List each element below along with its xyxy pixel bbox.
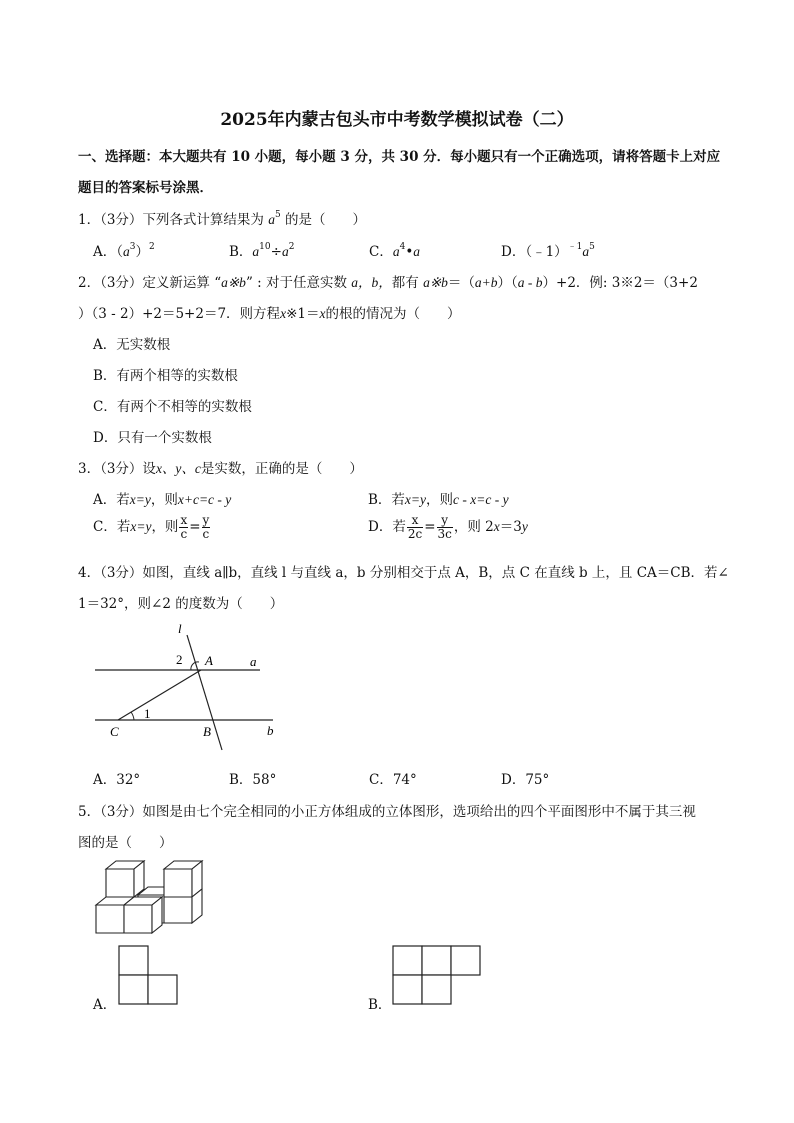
question-1-stem: 1．（3分）下列各式计算结果为 $a^5$ 的是（ ） (78, 210, 367, 228)
label-l: l (178, 621, 182, 636)
question-1-option-a: A．$(a^3)^2$ (93, 242, 155, 260)
question-5-option-b-label: B． (368, 997, 392, 1013)
question-score: （3分） (100, 212, 143, 228)
question-4-figure (85, 615, 285, 755)
question-5-cube-figure (90, 855, 220, 940)
label-point-c: C (110, 724, 119, 739)
label-b: b (267, 723, 274, 738)
question-1-option-d: D．$(﹣1)^{﹣1}a^5$ (501, 242, 595, 260)
angle-1-arc (131, 712, 134, 720)
question-2-option-d: D．只有一个实数根 (93, 430, 212, 446)
question-3-option-a: A．若x=y，则x+c=c - y (93, 492, 232, 508)
question-number: 1． (78, 212, 101, 228)
question-3-option-b: B．若x=y，则c - x=c - y (368, 492, 509, 508)
question-3-stem: 3．（3分）设x、y、c是实数，正确的是（ ） (78, 461, 363, 477)
question-5-stem-line1: 5．（3分）如图是由七个完全相同的小正方体组成的立体图形，选项给出的四个平面图形中不属于其三视 (78, 804, 696, 820)
segment-ca (118, 670, 201, 720)
question-2-option-a: A．无实数根 (93, 337, 171, 353)
section-instructions-line2: 题目的答案标号涂黑． (78, 180, 213, 196)
question-5-stem-line2: 图的是（ ） (78, 835, 173, 851)
question-2-stem-line1: 2．（3分）定义新运算 “a※b” : 对于任意实数 a，b，都有 a※b＝（a+b）（a - b）+2．例: 3※2＝（3+2 (78, 275, 698, 291)
question-3-option-d: D．若 $\frac{x}{2c}$ = $\frac{y}{3c}$ ，则 2x＝3y (368, 513, 528, 541)
question-4-option-b: B．58° (229, 772, 277, 788)
question-5-option-b-figure (392, 945, 484, 1007)
question-4-stem-line1: 4．（3分）如图，直线 a∥b，直线 l 与直线 a，b 分别相交于点 A，B，点 C 在直线 b 上，且 CA＝CB．若∠ (78, 565, 729, 581)
question-4-option-c: C．74° (369, 772, 417, 788)
question-4-option-d: D．75° (501, 772, 550, 788)
question-2-option-b: B．有两个相等的实数根 (93, 368, 238, 384)
label-angle-2: 2 (176, 652, 183, 667)
label-point-b: B (203, 724, 211, 739)
fraction: $\frac{x}{2c}$ (407, 513, 423, 541)
section-instructions-line1: 一、选择题：本大题共有 10 小题，每小题 3 分，共 30 分．每小题只有一个正确选项，请将答题卡上对应 (78, 149, 721, 165)
label-a: a (250, 654, 257, 669)
question-5-option-a-label: A． (93, 997, 117, 1013)
fraction: $\frac{y}{c}$ (202, 513, 210, 541)
fraction: $\frac{y}{3c}$ (437, 513, 452, 541)
fraction: $\frac{x}{c}$ (180, 513, 188, 541)
question-3-option-c: C．若x=y，则 $\frac{x}{c}$ = $\frac{y}{c}$ (93, 513, 210, 541)
question-4-stem-line2: 1＝32°，则∠2 的度数为（ ） (78, 596, 284, 612)
question-2-stem-line2: ）（3 - 2）+2＝5+2＝7．则方程x※1＝x的根的情况为（ ） (78, 306, 461, 322)
label-point-a: A (205, 653, 213, 668)
question-1-option-c: C．$a^4•a$ (369, 242, 421, 260)
label-angle-1: 1 (144, 706, 151, 721)
page-title: 2025年内蒙古包头市中考数学模拟试卷（二） (220, 110, 574, 130)
question-2-option-c: C．有两个不相等的实数根 (93, 399, 252, 415)
question-4-option-a: A．32° (93, 772, 141, 788)
question-1-option-b: B．$a^{10}\div a^2$ (229, 242, 295, 260)
question-5-option-a-figure (118, 945, 180, 1007)
